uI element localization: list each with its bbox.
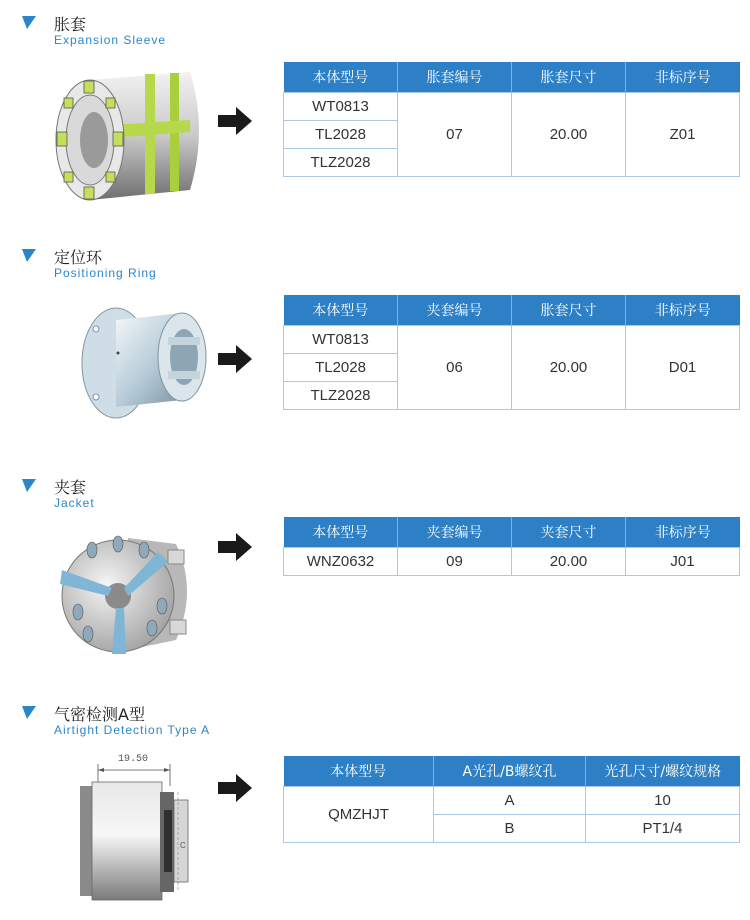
header-serial: 非标序号 <box>626 517 740 547</box>
header-model: 本体型号 <box>284 517 398 547</box>
section-airtight-detection <box>0 702 750 912</box>
header-hole-type: A光孔/B螺纹孔 <box>434 756 586 786</box>
header-model: 本体型号 <box>284 295 398 325</box>
header-serial: 非标序号 <box>626 62 740 92</box>
table-header-row <box>284 517 740 547</box>
header-model: 本体型号 <box>284 756 434 786</box>
serial-cell: J01 <box>626 547 740 575</box>
section-title-en: Jacket <box>54 496 95 510</box>
table-row <box>284 786 740 814</box>
title-marker-icon <box>22 249 36 263</box>
header-hole-spec: 光孔尺寸/螺纹规格 <box>586 756 740 786</box>
jacket-image <box>58 530 198 660</box>
model-cell: TLZ2028 <box>284 148 398 176</box>
header-size: 胀套尺寸 <box>512 295 626 325</box>
code-cell: 06 <box>398 325 512 409</box>
hole-spec-cell: PT1/4 <box>586 814 740 842</box>
dimension-label: 19.50 <box>118 754 149 765</box>
title-marker-icon <box>22 16 36 30</box>
airtight-part-image <box>72 752 202 902</box>
header-code: 胀套编号 <box>398 62 512 92</box>
section-title-en: Airtight Detection Type A <box>54 723 211 737</box>
serial-cell: D01 <box>626 325 740 409</box>
section-title-cn: 气密检测A型 <box>54 705 145 724</box>
header-serial: 非标序号 <box>626 295 740 325</box>
section-expansion-sleeve <box>0 12 750 202</box>
spec-table-expansion-sleeve <box>283 62 740 177</box>
arrow-right-icon <box>218 107 252 135</box>
spec-table-airtight <box>283 756 740 843</box>
header-size: 胀套尺寸 <box>512 62 626 92</box>
arrow-right-icon <box>218 345 252 373</box>
code-cell: 07 <box>398 92 512 176</box>
table-row <box>284 325 740 353</box>
svg-text:C: C <box>180 841 186 850</box>
title-marker-icon <box>22 706 36 720</box>
arrow-right-icon <box>218 774 252 802</box>
section-jacket <box>0 475 750 665</box>
table-header-row <box>284 62 740 92</box>
positioning-ring-image <box>72 295 222 425</box>
model-cell: TLZ2028 <box>284 381 398 409</box>
hole-type-cell: B <box>434 814 586 842</box>
section-title-en: Positioning Ring <box>54 266 157 280</box>
spec-table-positioning-ring <box>283 295 740 410</box>
table-header-row <box>284 295 740 325</box>
model-cell: WT0813 <box>284 92 398 120</box>
expansion-sleeve-image <box>50 70 210 210</box>
section-title-en: Expansion Sleeve <box>54 33 167 47</box>
table-header-row <box>284 756 740 786</box>
hole-type-cell: A <box>434 786 586 814</box>
model-cell: WT0813 <box>284 325 398 353</box>
header-code: 夹套编号 <box>398 517 512 547</box>
table-row <box>284 547 740 575</box>
model-cell: WNZ0632 <box>284 547 398 575</box>
size-cell: 20.00 <box>512 92 626 176</box>
size-cell: 20.00 <box>512 547 626 575</box>
section-title-cn: 胀套 <box>54 15 87 34</box>
title-marker-icon <box>22 479 36 493</box>
code-cell: 09 <box>398 547 512 575</box>
table-row <box>284 92 740 120</box>
spec-table-jacket <box>283 517 740 576</box>
model-cell: TL2028 <box>284 353 398 381</box>
section-title-cn: 夹套 <box>54 478 87 497</box>
header-model: 本体型号 <box>284 62 398 92</box>
arrow-right-icon <box>218 533 252 561</box>
hole-spec-cell: 10 <box>586 786 740 814</box>
section-title-cn: 定位环 <box>54 248 103 267</box>
serial-cell: Z01 <box>626 92 740 176</box>
size-cell: 20.00 <box>512 325 626 409</box>
model-cell: QMZHJT <box>284 786 434 842</box>
header-size: 夹套尺寸 <box>512 517 626 547</box>
section-positioning-ring <box>0 245 750 435</box>
model-cell: TL2028 <box>284 120 398 148</box>
header-code: 夹套编号 <box>398 295 512 325</box>
airtight-drawing <box>72 752 202 902</box>
